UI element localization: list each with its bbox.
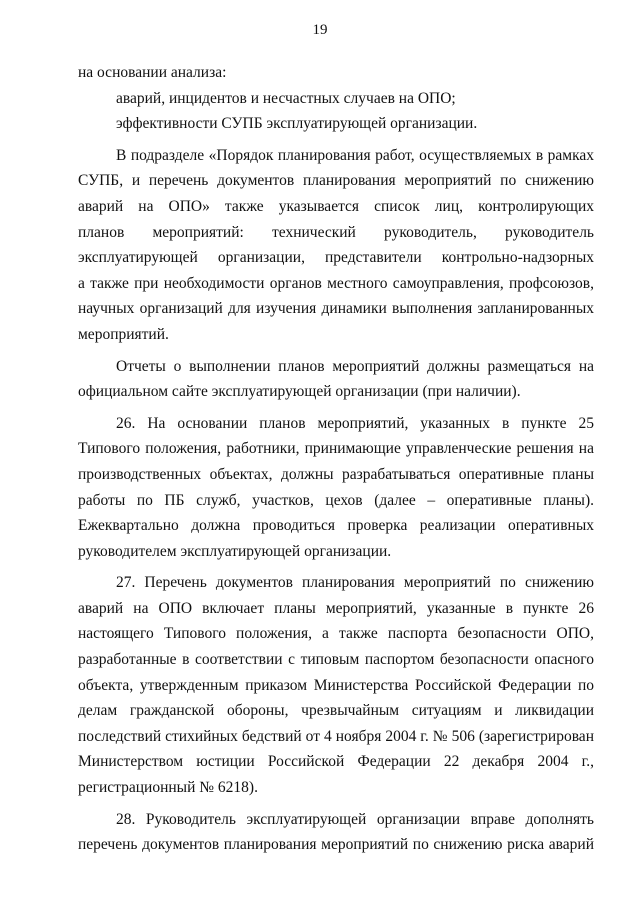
document-body: [78, 60, 594, 858]
text-line: Ежеквартально должна проводиться проверка реализации оперативных: [78, 517, 594, 535]
text-line: Типового положения, работники, принимающие управленческие решения на: [78, 440, 594, 458]
text-line: Отчеты о выполнении планов мероприятий должны размещаться на: [116, 357, 594, 375]
text-line: делам гражданской обороны, чрезвычайным ситуациям и ликвидации: [78, 702, 594, 720]
text-line: аварий на ОПО включает планы мероприятий, указанные в пункте 26: [78, 599, 594, 617]
text-line: мероприятий.: [78, 325, 169, 343]
text-line: аварий, инцидентов и несчастных случаев на ОПО;: [116, 89, 456, 107]
text-line: эффективности СУПБ эксплуатирующей организации.: [116, 115, 478, 133]
text-line: разработанные в соответствии с типовым паспортом безопасности опасного: [78, 651, 594, 669]
text-line: настоящего Типового положения, а также паспорта безопасности ОПО,: [78, 625, 594, 643]
text-line: последствий стихийных бедствий от 4 ноября 2004 г. № 506 (зарегистрирован: [78, 727, 594, 745]
text-line: а также при необходимости органов местного самоуправления, профсоюзов,: [78, 274, 594, 292]
text-line: объекта, утвержденным приказом Министерства Российской Федерации по: [78, 676, 594, 694]
text-line: научных организаций для изучения динамики выполнения запланированных: [78, 300, 594, 318]
text-line: производственных объектах, должны разрабатываться оперативные планы: [78, 465, 594, 483]
text-line: 28. Руководитель эксплуатирующей организации вправе дополнять: [116, 810, 594, 828]
text-line: эксплуатирующей организации, представители контрольно-надзорных: [78, 249, 594, 267]
text-line: Министерством юстиции Российской Федерации 22 декабря 2004 г.,: [78, 753, 594, 771]
text-line: СУПБ, и перечень документов планирования мероприятий по снижению: [78, 172, 594, 190]
text-line: официальном сайте эксплуатирующей организации (при наличии).: [78, 383, 521, 401]
text-line: руководителем эксплуатирующей организации.: [78, 542, 392, 560]
text-line: 27. Перечень документов планирования мероприятий по снижению: [116, 574, 594, 592]
text-line: аварий на ОПО» также указывается список лиц, контролирующих: [78, 197, 594, 215]
text-line: 26. На основании планов мероприятий, указанных в пункте 25: [116, 414, 594, 432]
text-line: В подразделе «Порядок планирования работ, осуществляемых в рамках: [116, 146, 594, 164]
text-line: на основании анализа:: [78, 64, 227, 81]
text-line: регистрационный № 6218).: [78, 779, 258, 797]
text-line: планов мероприятий: технический руководитель, руководитель: [78, 223, 594, 241]
text-line: перечень документов планирования мероприятий по снижению риска аварий: [78, 836, 594, 854]
page-number: 19: [312, 22, 328, 38]
text-line: работы по ПБ служб, участков, цехов (далее – оперативные планы).: [78, 491, 594, 509]
